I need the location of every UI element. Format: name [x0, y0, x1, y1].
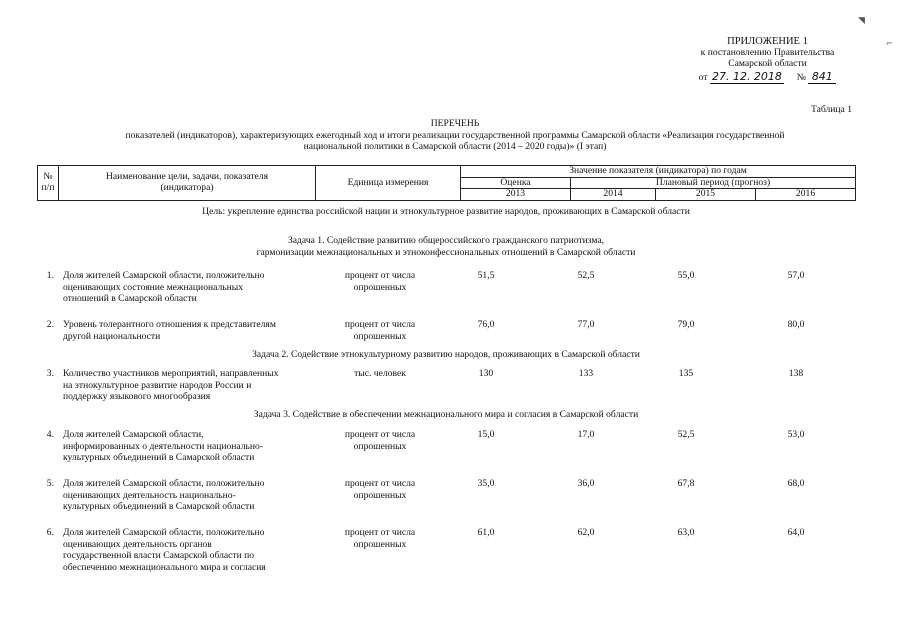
- task-3-line-1: Задача 3. Содействие в обеспечении межнационального мира и согласия в Самарской области: [253, 409, 639, 420]
- value-2013: 130: [478, 368, 494, 379]
- value-2016: 64,0: [787, 527, 805, 538]
- handwritten-number: 841: [808, 71, 836, 84]
- value-2016: 80,0: [787, 319, 805, 330]
- header-year: 2015: [656, 189, 756, 201]
- header-num: [38, 166, 59, 201]
- value-2013: 61,0: [477, 527, 495, 538]
- row-number: 6.: [46, 527, 54, 538]
- table-label: Таблица 1: [810, 104, 852, 115]
- row-unit-line: процент от числа: [344, 429, 416, 440]
- value-2014: 133: [578, 368, 594, 379]
- row-name-line: Доля жителей Самарской области, положительно: [63, 270, 265, 281]
- row-name-line: Доля жителей Самарской области,: [63, 429, 204, 440]
- value-2015: 52,5: [677, 429, 695, 440]
- row-name-line: отношений в Самарской области: [63, 293, 197, 305]
- value-2015: 67,8: [677, 478, 695, 489]
- header-values-group: Значение показателя (индикатора) по годам: [461, 166, 856, 178]
- task-heading: [37, 350, 855, 362]
- number-label: №: [796, 71, 806, 83]
- task-2-line-1: Задача 2. Содействие этнокультурному развитию народов, проживающих в Самарской области: [252, 349, 640, 360]
- heading-title: ПЕРЕЧЕНЬ: [430, 118, 480, 129]
- heading-line-2: национальной политики в Самарской области (2014 – 2020 годы)» (I этап): [303, 141, 607, 153]
- row-name-line: Количество участников мероприятий, направленных: [63, 368, 279, 379]
- appendix-line-1: к постановлению Правительства: [700, 46, 835, 58]
- row-indicator-name: [63, 430, 333, 465]
- row-number: 5.: [46, 478, 54, 489]
- task-1-line-2: гармонизации межнациональных и этноконфессиональных отношений в Самарской области: [256, 246, 636, 258]
- value-2016: 138: [788, 368, 804, 379]
- row-unit-line: процент от числа: [344, 270, 416, 281]
- header-name: [59, 166, 316, 201]
- row-unit-line: опрошенных: [353, 538, 407, 550]
- row-indicator-name: [63, 479, 333, 514]
- task-heading: [37, 236, 855, 259]
- task-1-line-1: Задача 1. Содействие развитию общероссийского гражданского патриотизма,: [287, 235, 605, 246]
- row-name-line: информированных о деятельности национально-: [63, 440, 264, 452]
- row-unit: [325, 369, 435, 381]
- header-year: 2014: [571, 189, 656, 201]
- header-num-line-1: №: [43, 171, 53, 183]
- row-indicator-name: [63, 369, 333, 404]
- row-indicator-name: [63, 320, 333, 343]
- row-unit-line: опрошенных: [353, 440, 407, 452]
- value-2016: 68,0: [787, 478, 805, 489]
- row-number: 3.: [46, 368, 54, 379]
- header-estimate: Оценка: [461, 177, 571, 189]
- value-2015: 55,0: [677, 270, 695, 281]
- row-name-line: Доля жителей Самарской области, положительно: [63, 478, 265, 489]
- value-2013: 15,0: [477, 429, 495, 440]
- header-year: 2013: [461, 189, 571, 201]
- row-unit-line: процент от числа: [344, 319, 416, 330]
- goal-line: Цель: укрепление единства российской нации и этнокультурное развитие народов, проживающих в Самарской области: [202, 206, 690, 217]
- header-name-line-1: Наименование цели, задачи, показателя: [106, 171, 268, 183]
- task-heading: [37, 410, 855, 422]
- value-2013: 76,0: [477, 319, 495, 330]
- value-2014: 17,0: [577, 429, 595, 440]
- row-name-line: поддержку языкового многообразия: [63, 391, 211, 403]
- appendix-title: ПРИЛОЖЕНИЕ 1: [727, 36, 808, 47]
- row-indicator-name: [63, 271, 333, 306]
- header-year: 2016: [756, 189, 856, 201]
- value-2016: 57,0: [787, 270, 805, 281]
- row-unit-line: тыс. человек: [354, 368, 406, 379]
- value-2013: 51,5: [477, 270, 495, 281]
- value-2015: 135: [678, 368, 694, 379]
- header-name-line-2: (индикатора): [160, 182, 214, 194]
- value-2014: 52,5: [577, 270, 595, 281]
- row-unit-line: процент от числа: [344, 527, 416, 538]
- row-unit-line: опрошенных: [353, 330, 407, 342]
- row-unit-line: опрошенных: [353, 281, 407, 293]
- row-unit: [325, 320, 435, 343]
- document-heading: [30, 119, 880, 154]
- scan-speck: ⌐: [886, 39, 893, 48]
- value-2015: 63,0: [677, 527, 695, 538]
- row-unit: [325, 430, 435, 453]
- value-2014: 77,0: [577, 319, 595, 330]
- row-name-line: Доля жителей Самарской области, положительно: [63, 527, 265, 538]
- row-name-line: Уровень толерантного отношения к представителям: [63, 319, 276, 330]
- row-name-line: оценивающих деятельность национально-: [63, 489, 236, 501]
- row-indicator-name: [63, 528, 333, 574]
- from-label: от: [698, 71, 708, 83]
- row-name-line: культурных объединений в Самарской области: [63, 501, 255, 513]
- row-unit-line: опрошенных: [353, 489, 407, 501]
- scan-speck: ◥: [858, 16, 865, 26]
- row-name-line: на этнокультурное развитие народов России и: [63, 379, 252, 391]
- row-name-line: оценивающих состояние межнациональных: [63, 281, 244, 293]
- appendix-block: [640, 36, 895, 85]
- header-unit: Единица измерения: [316, 166, 461, 201]
- row-unit-line: процент от числа: [344, 478, 416, 489]
- value-2013: 35,0: [477, 478, 495, 489]
- row-number: 2.: [46, 319, 54, 330]
- row-unit: [325, 479, 435, 502]
- value-2014: 36,0: [577, 478, 595, 489]
- row-name-line: культурных объединений в Самарской области: [63, 452, 255, 464]
- heading-line-1: показателей (индикаторов), характеризующих ежегодный ход и итоги реализации государственной программы Самарской области «Реализация государственной: [125, 129, 785, 141]
- row-name-line: другой национальности: [63, 330, 161, 342]
- handwritten-date: 27. 12. 2018: [711, 69, 782, 83]
- row-name-line: обеспечению межнационального мира и согласия: [63, 561, 266, 573]
- row-name-line: государственной власти Самарской области по: [63, 550, 255, 562]
- row-unit: [325, 271, 435, 294]
- row-number: 1.: [46, 270, 54, 281]
- row-name-line: оценивающих деятельность органов: [63, 538, 212, 550]
- header-num-line-2: п/п: [41, 182, 55, 194]
- row-unit: [325, 528, 435, 551]
- value-2016: 53,0: [787, 429, 805, 440]
- header-planned: Плановый период (прогноз): [571, 177, 856, 189]
- appendix-line-2: Самарской области: [728, 58, 807, 69]
- table-header: [37, 165, 856, 201]
- value-2015: 79,0: [677, 319, 695, 330]
- row-number: 4.: [46, 429, 54, 440]
- value-2014: 62,0: [577, 527, 595, 538]
- appendix-date-line: [640, 71, 895, 85]
